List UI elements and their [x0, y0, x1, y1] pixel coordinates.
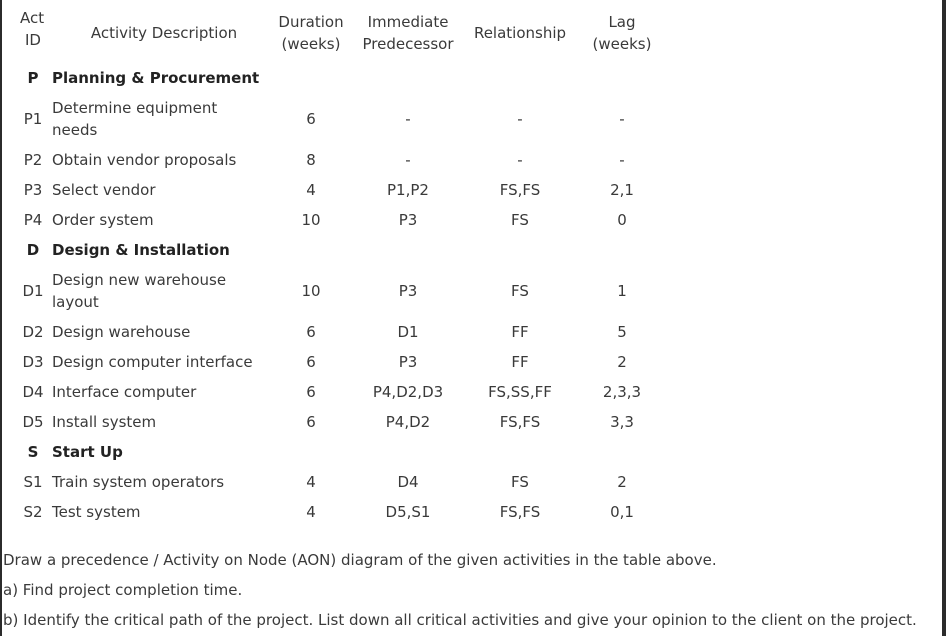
cell-relationship: FF	[511, 323, 529, 341]
table-row	[14, 347, 674, 377]
header-duration	[276, 3, 346, 63]
cell-relationship: FS,FS	[499, 503, 541, 521]
header-act-id-line: Act	[20, 9, 45, 27]
cell-duration: 6	[306, 323, 316, 341]
cell-act-id: D2	[22, 323, 44, 341]
header-lag	[570, 3, 674, 63]
cell-duration: 6	[306, 383, 316, 401]
cell-act-id: D1	[22, 282, 44, 300]
table-row	[14, 145, 674, 175]
cell-duration: 4	[306, 181, 316, 199]
cell-predecessor: D5,S1	[385, 503, 431, 521]
cell-group-title: Planning & Procurement	[52, 69, 260, 87]
table-header-row	[14, 3, 674, 63]
cell-lag: 2	[617, 473, 627, 491]
cell-description: Design warehouse	[52, 323, 191, 341]
cell-act-id: D5	[22, 413, 44, 431]
header-act-id-line: ID	[25, 31, 41, 49]
header-predecessor-line: Predecessor	[362, 35, 454, 53]
cell-description: Test system	[52, 503, 141, 521]
cell-predecessor: D4	[397, 473, 419, 491]
cell-duration: 6	[306, 110, 316, 128]
cell-description: Install system	[52, 413, 157, 431]
table-row	[14, 467, 674, 497]
cell-description: Train system operators	[52, 473, 225, 491]
cell-predecessor: -	[405, 151, 411, 169]
cell-lag: 0	[617, 211, 627, 229]
cell-predecessor: P4,D2	[385, 413, 431, 431]
cell-duration: 8	[306, 151, 316, 169]
question-a: a) Find project completion time.	[3, 581, 243, 599]
header-predecessor-line: Immediate	[367, 13, 449, 31]
header-act-id	[14, 3, 52, 63]
cell-description	[52, 265, 276, 317]
cell-act-id: D	[26, 241, 40, 259]
table-row	[14, 317, 674, 347]
cell-act-id: P4	[23, 211, 43, 229]
cell-predecessor: D1	[397, 323, 419, 341]
table-row	[14, 205, 674, 235]
header-relationship	[470, 3, 570, 63]
header-predecessor	[346, 3, 470, 63]
table-row	[14, 377, 674, 407]
cell-duration: 4	[306, 503, 316, 521]
table-group-row	[14, 437, 674, 467]
cell-duration: 4	[306, 473, 316, 491]
cell-relationship: FS	[511, 473, 529, 491]
header-duration-line: (weeks)	[281, 35, 341, 53]
header-lag-line: (weeks)	[592, 35, 652, 53]
cell-act-id: S2	[23, 503, 43, 521]
cell-relationship: FS	[511, 282, 529, 300]
cell-predecessor: P3	[398, 353, 418, 371]
cell-description-line: layout	[52, 293, 99, 311]
cell-act-id: S1	[23, 473, 43, 491]
cell-lag: 5	[617, 323, 627, 341]
cell-relationship: -	[517, 151, 523, 169]
table-row	[14, 407, 674, 437]
table-row	[14, 93, 674, 145]
cell-description: Select vendor	[52, 181, 156, 199]
table-row	[14, 265, 674, 317]
cell-relationship: FS	[511, 211, 529, 229]
table-row	[14, 497, 674, 527]
cell-lag: 1	[617, 282, 627, 300]
table-group-row	[14, 63, 674, 93]
cell-description-line: needs	[52, 121, 98, 139]
question-b: b) Identify the critical path of the project. List down all critical activities and give your opinion to the client on the project.	[3, 611, 917, 629]
cell-predecessor: P3	[398, 211, 418, 229]
cell-lag: 0,1	[610, 503, 634, 521]
cell-lag: 2	[617, 353, 627, 371]
cell-relationship: FS,FS	[499, 413, 541, 431]
cell-relationship: FS,FS	[499, 181, 541, 199]
header-description	[52, 3, 276, 63]
left-border	[0, 0, 2, 636]
cell-predecessor: -	[405, 110, 411, 128]
cell-group-title: Start Up	[52, 443, 123, 461]
cell-predecessor: P3	[398, 282, 418, 300]
cell-duration: 6	[306, 413, 316, 431]
cell-description: Design computer interface	[52, 353, 253, 371]
cell-relationship: FF	[511, 353, 529, 371]
cell-lag: 3,3	[610, 413, 634, 431]
cell-act-id: P2	[23, 151, 43, 169]
question-intro: Draw a precedence / Activity on Node (AON) diagram of the given activities in the table above.	[3, 551, 717, 569]
cell-description: Order system	[52, 211, 154, 229]
header-duration-line: Duration	[278, 13, 344, 31]
table-row	[14, 175, 674, 205]
header-lag-line: Lag	[608, 13, 636, 31]
cell-lag: -	[619, 151, 625, 169]
cell-description	[52, 93, 276, 145]
cell-duration: 6	[306, 353, 316, 371]
cell-description: Interface computer	[52, 383, 197, 401]
cell-relationship: -	[517, 110, 523, 128]
cell-group-title: Design & Installation	[52, 241, 230, 259]
activity-table	[14, 3, 674, 527]
cell-predecessor: P1,P2	[387, 181, 429, 199]
cell-description: Obtain vendor proposals	[52, 151, 237, 169]
cell-description-line: Design new warehouse	[52, 271, 227, 289]
table-group-row	[14, 235, 674, 265]
header-description-line: Activity Description	[90, 24, 238, 42]
cell-act-id: P3	[23, 181, 43, 199]
cell-lag: 2,3,3	[602, 383, 642, 401]
cell-lag: 2,1	[610, 181, 634, 199]
cell-act-id: D3	[22, 353, 44, 371]
cell-description-line: Determine equipment	[52, 99, 218, 117]
question-block	[3, 545, 938, 635]
cell-duration: 10	[301, 211, 321, 229]
right-border	[942, 0, 946, 636]
cell-act-id: D4	[22, 383, 44, 401]
cell-predecessor: P4,D2,D3	[372, 383, 444, 401]
cell-relationship: FS,SS,FF	[488, 383, 552, 401]
cell-act-id: S	[27, 443, 39, 461]
cell-lag: -	[619, 110, 625, 128]
cell-duration: 10	[301, 282, 321, 300]
cell-act-id: P	[27, 69, 39, 87]
cell-act-id: P1	[23, 110, 43, 128]
header-relationship-line: Relationship	[473, 24, 567, 42]
